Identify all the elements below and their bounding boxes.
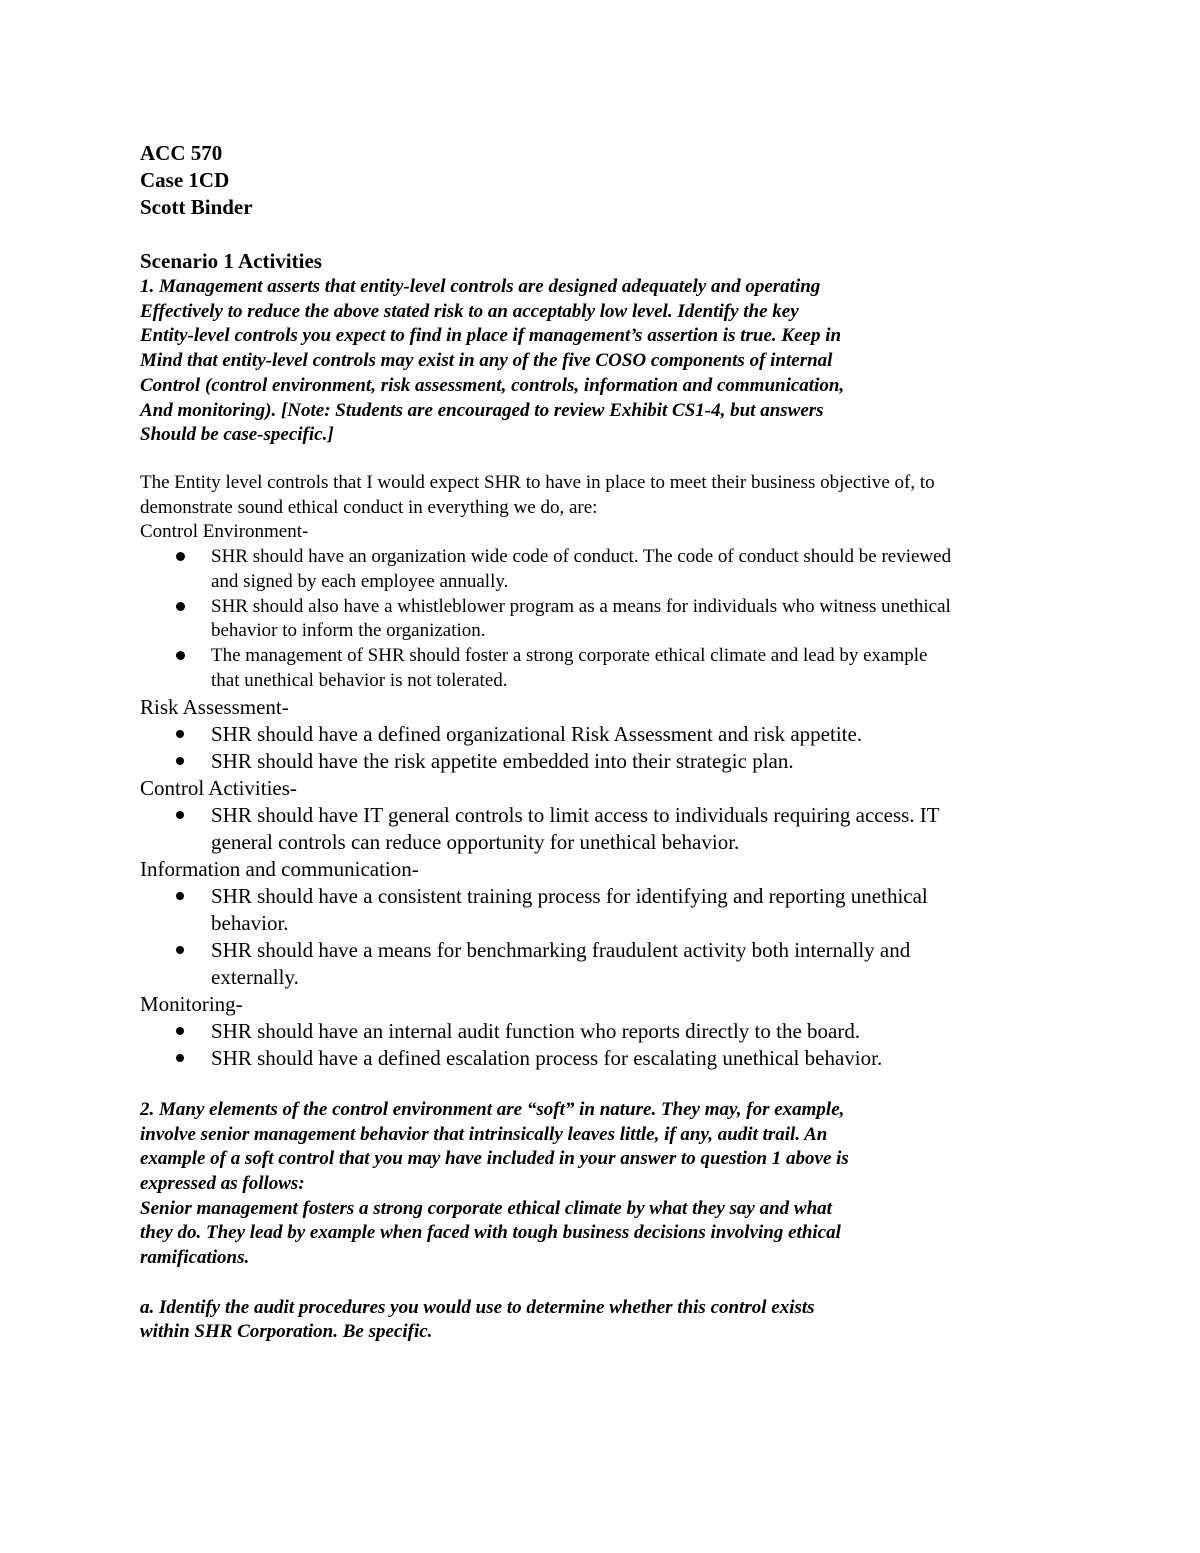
section-title-risk-assessment: Risk Assessment- [140, 694, 289, 719]
answer-intro-line: demonstrate sound ethical conduct in everything we do, are: [140, 496, 598, 518]
list-item-text: SHR should have IT general controls to limit access to individuals requiring access. IT [211, 802, 940, 827]
question-1-line: Should be case-specific.] [140, 424, 334, 446]
question-2a-line: within SHR Corporation. Be specific. [140, 1321, 433, 1343]
control-activities-list [140, 802, 1100, 856]
spacer [140, 1271, 1100, 1296]
list-item-text: behavior. [211, 910, 289, 935]
section-title-control-environment: Control Environment- [140, 521, 309, 543]
answer-1 [140, 471, 1100, 1072]
scenario-title: Scenario 1 Activities [140, 249, 322, 273]
question-2-line: involve senior management behavior that intrinsically leaves little, if any, audit trail. An [140, 1123, 828, 1145]
question-2-line: example of a soft control that you may have included in your answer to question 1 above is [140, 1148, 849, 1170]
case-id: Case 1CD [140, 168, 230, 192]
question-1-line: 1. Management asserts that entity-level controls are designed adequately and operating [140, 276, 821, 297]
question-2 [140, 1098, 1100, 1271]
list-item-text: SHR should have a consistent training process for identifying and reporting unethical [211, 883, 928, 908]
list-item-text: SHR should have a means for benchmarking fraudulent activity both internally and [211, 937, 911, 962]
question-2a [140, 1296, 1100, 1345]
list-item-text: behavior to inform the organization. [211, 620, 486, 642]
control-environment-list [140, 545, 1100, 694]
question-1 [140, 275, 1100, 448]
bullet-icon [176, 946, 184, 954]
bullet-icon [176, 730, 184, 738]
list-item-text: general controls can reduce opportunity for unethical behavior. [211, 829, 740, 854]
section-title-control-activities: Control Activities- [140, 775, 297, 800]
question-2-line: ramifications. [140, 1247, 250, 1269]
list-item [140, 883, 1100, 937]
list-item-text: SHR should have a defined organizational Risk Assessment and risk appetite. [211, 721, 863, 746]
list-item [140, 802, 1100, 856]
list-item-text: SHR should have the risk appetite embedded into their strategic plan. [211, 748, 794, 773]
bullet-icon [176, 552, 185, 561]
section-title-information-communication: Information and communication- [140, 856, 419, 881]
list-item [140, 595, 1100, 645]
list-item [140, 644, 1100, 694]
question-1-line: Effectively to reduce the above stated risk to an acceptably low level. Identify the key [140, 300, 799, 322]
bullet-icon [176, 651, 185, 660]
spacer [140, 221, 1100, 248]
question-2-line: they do. They lead by example when faced with tough business decisions involving ethical [140, 1222, 841, 1244]
list-item-text: SHR should have an organization wide code of conduct. The code of conduct should be reviewed [211, 546, 952, 568]
spacer [140, 448, 1100, 471]
question-1-line: Control (control environment, risk assessment, controls, information and communication, [140, 374, 845, 396]
list-item [140, 748, 1100, 775]
bullet-icon [176, 1054, 184, 1062]
author-name: Scott Binder [140, 195, 253, 219]
bullet-icon [176, 757, 184, 765]
question-1-line: And monitoring). [Note: Students are encouraged to review Exhibit CS1-4, but answers [140, 399, 824, 421]
question-1-line: Mind that entity-level controls may exist in any of the five COSO components of internal [140, 350, 833, 372]
answer-intro-line: The Entity level controls that I would expect SHR to have in place to meet their business objective of, to [140, 471, 935, 493]
bullet-icon [176, 892, 184, 900]
list-item-text: SHR should have an internal audit function who reports directly to the board. [211, 1018, 861, 1043]
list-item-text: and signed by each employee annually. [211, 570, 509, 592]
question-1-line: Entity-level controls you expect to find in place if management’s assertion is true. Keep in [140, 325, 842, 347]
question-2a-line: a. Identify the audit procedures you would use to determine whether this control exists [140, 1296, 815, 1318]
document-page [140, 140, 1100, 1345]
list-item-text: The management of SHR should foster a strong corporate ethical climate and lead by example [211, 645, 928, 667]
bullet-icon [176, 1027, 184, 1035]
monitoring-list [140, 1018, 1100, 1072]
information-communication-list [140, 883, 1100, 991]
risk-assessment-list [140, 721, 1100, 775]
list-item [140, 545, 1100, 595]
list-item-text: externally. [211, 964, 299, 989]
question-2-line: Senior management fosters a strong corporate ethical climate by what they say and what [140, 1197, 832, 1219]
list-item [140, 937, 1100, 991]
section-title-monitoring: Monitoring- [140, 991, 243, 1016]
list-item-text: SHR should have a defined escalation process for escalating unethical behavior. [211, 1045, 883, 1070]
bullet-icon [176, 602, 185, 611]
list-item [140, 1045, 1100, 1072]
course-code: ACC 570 [140, 141, 223, 165]
question-2-line: 2. Many elements of the control environment are “soft” in nature. They may, for example, [140, 1098, 845, 1120]
list-item [140, 1018, 1100, 1045]
list-item-text: SHR should also have a whistleblower program as a means for individuals who witness unethical [211, 595, 951, 617]
list-item-text: that unethical behavior is not tolerated. [211, 670, 508, 692]
list-item [140, 721, 1100, 748]
spacer [140, 1072, 1100, 1098]
question-2-line: expressed as follows: [140, 1172, 305, 1194]
bullet-icon [176, 811, 184, 819]
